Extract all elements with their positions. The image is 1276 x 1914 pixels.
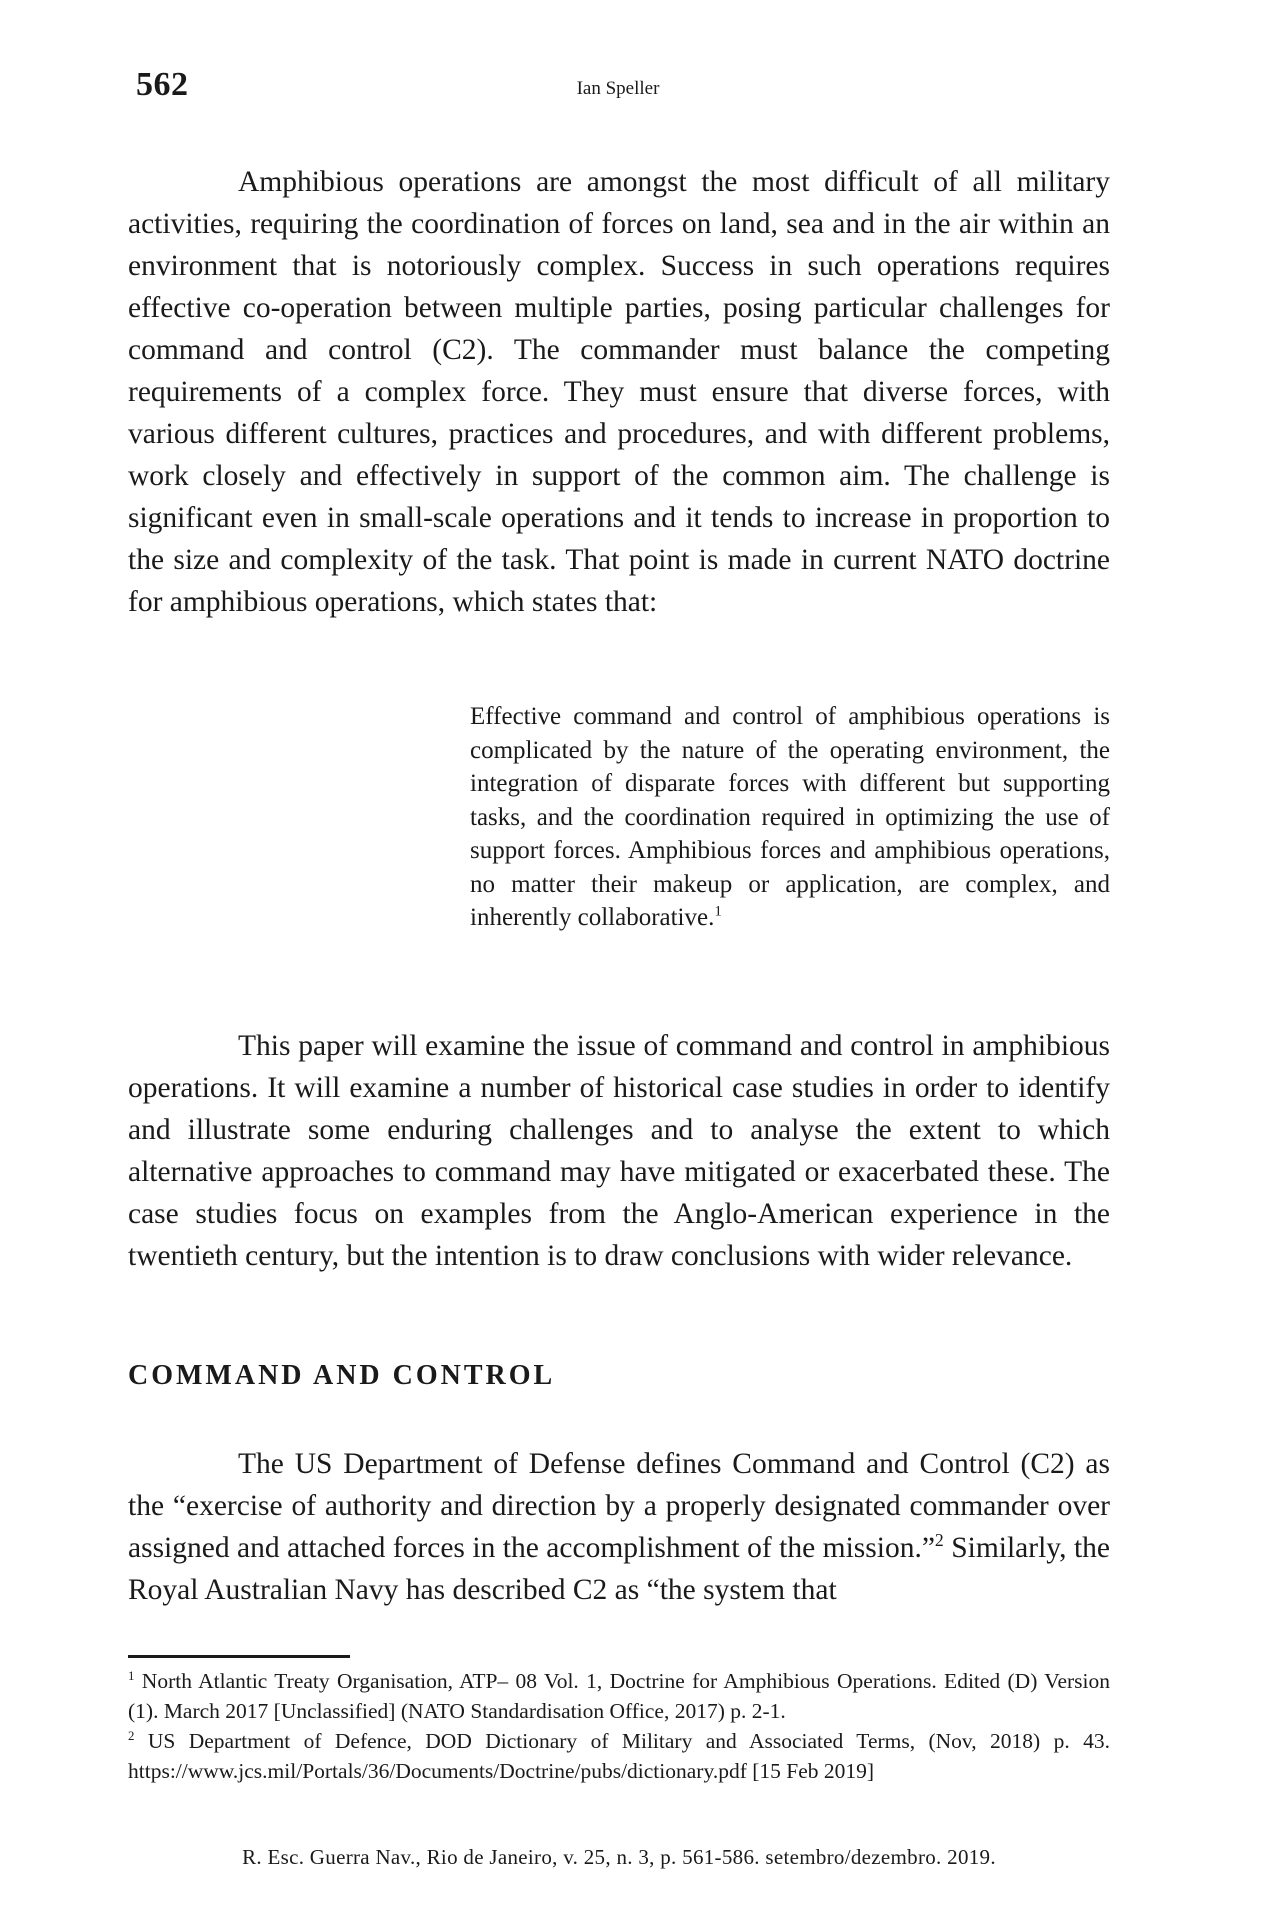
section-heading: COMMAND AND CONTROL bbox=[128, 1360, 556, 1391]
journal-citation-footer: R. Esc. Guerra Nav., Rio de Janeiro, v. 25, n. 3, p. 561-586. setembro/dezembro. 2019. bbox=[242, 1845, 996, 1869]
paragraph-text: Amphibious operations are amongst the most difficult of all military activities, requiring the coordination of forces on land, sea and in the air within an environment that is notoriously complex. Success in such operations requires effective co-operation between multiple parties, posing particular challenges for command and control (C2). The commander must balance the competing requirements of a complex force. They must ensure that diverse forces, with various different cultures, practices and procedures, and with different problems, work closely and effectively in support of the common aim. The challenge is significant even in small-scale operations and it tends to increase in proportion to the size and complexity of the task. That point is made in current NATO doctrine for amphibious operations, which states that: bbox=[128, 166, 1110, 618]
quote-text: Effective command and control of amphibious operations is complicated by the nature of the operating environment, the integration of disparate forces with different but supporting tasks, and the coordination required in optimizing the use of support forces. Amphibious forces and amphibious operations, no matter their makeup or application, are complex, and inherently collaborative. bbox=[470, 703, 1110, 931]
footnote-text: North Atlantic Treaty Organisation, ATP– 08 Vol. 1, Doctrine for Amphibious Operations. Edited (D) Version (1). March 2017 [Unclassified] (NATO Standardisation Office, 2017) p. 2-1. bbox=[128, 1669, 1110, 1723]
footnote-separator bbox=[128, 1655, 350, 1658]
footnote-1 bbox=[128, 1666, 1110, 1726]
scope-paragraph bbox=[128, 1025, 1110, 1277]
footnote-mark: 2 bbox=[128, 1728, 135, 1743]
footnote-mark: 1 bbox=[128, 1668, 135, 1683]
footnote-2 bbox=[128, 1726, 1110, 1786]
paragraph-text-part2: Similarly, the Royal Australian Navy has described C2 as “the system that bbox=[128, 1532, 1111, 1606]
paragraph-text bbox=[128, 1443, 1110, 1611]
footnotes bbox=[128, 1666, 1110, 1786]
page-number: 562 bbox=[136, 66, 189, 103]
running-head-author: Ian Speller bbox=[576, 78, 660, 99]
intro-paragraph bbox=[128, 161, 1110, 623]
footnote-ref-1[interactable]: 1 bbox=[714, 903, 722, 920]
block-quote bbox=[470, 700, 1110, 935]
definition-paragraph bbox=[128, 1443, 1110, 1611]
paragraph-text: This paper will examine the issue of command and control in amphibious operations. It will examine a number of historical case studies in order to identify and illustrate some enduring challenges and to analyse the extent to which alternative approaches to command may have mitigated or exacerbated these. The case studies focus on examples from the Anglo-American experience in the twentieth century, but the intention is to draw conclusions with wider relevance. bbox=[128, 1030, 1110, 1272]
page-header bbox=[128, 66, 1108, 116]
footnote-ref-2[interactable]: 2 bbox=[934, 1530, 944, 1551]
footnote-text: US Department of Defence, DOD Dictionary of Military and Associated Terms, (Nov, 2018) p. 43. https://www.jcs.mil/Portals/36/Documents/Doctrine/pubs/dictionary.pdf [15 Feb 2019] bbox=[128, 1729, 1110, 1783]
paragraph-text-part1: The US Department of Defense defines Command and Control (C2) as the “exercise of authority and direction by a properly designated commander over assigned and attached forces in the accomplishment of the mission.” bbox=[128, 1448, 1110, 1564]
